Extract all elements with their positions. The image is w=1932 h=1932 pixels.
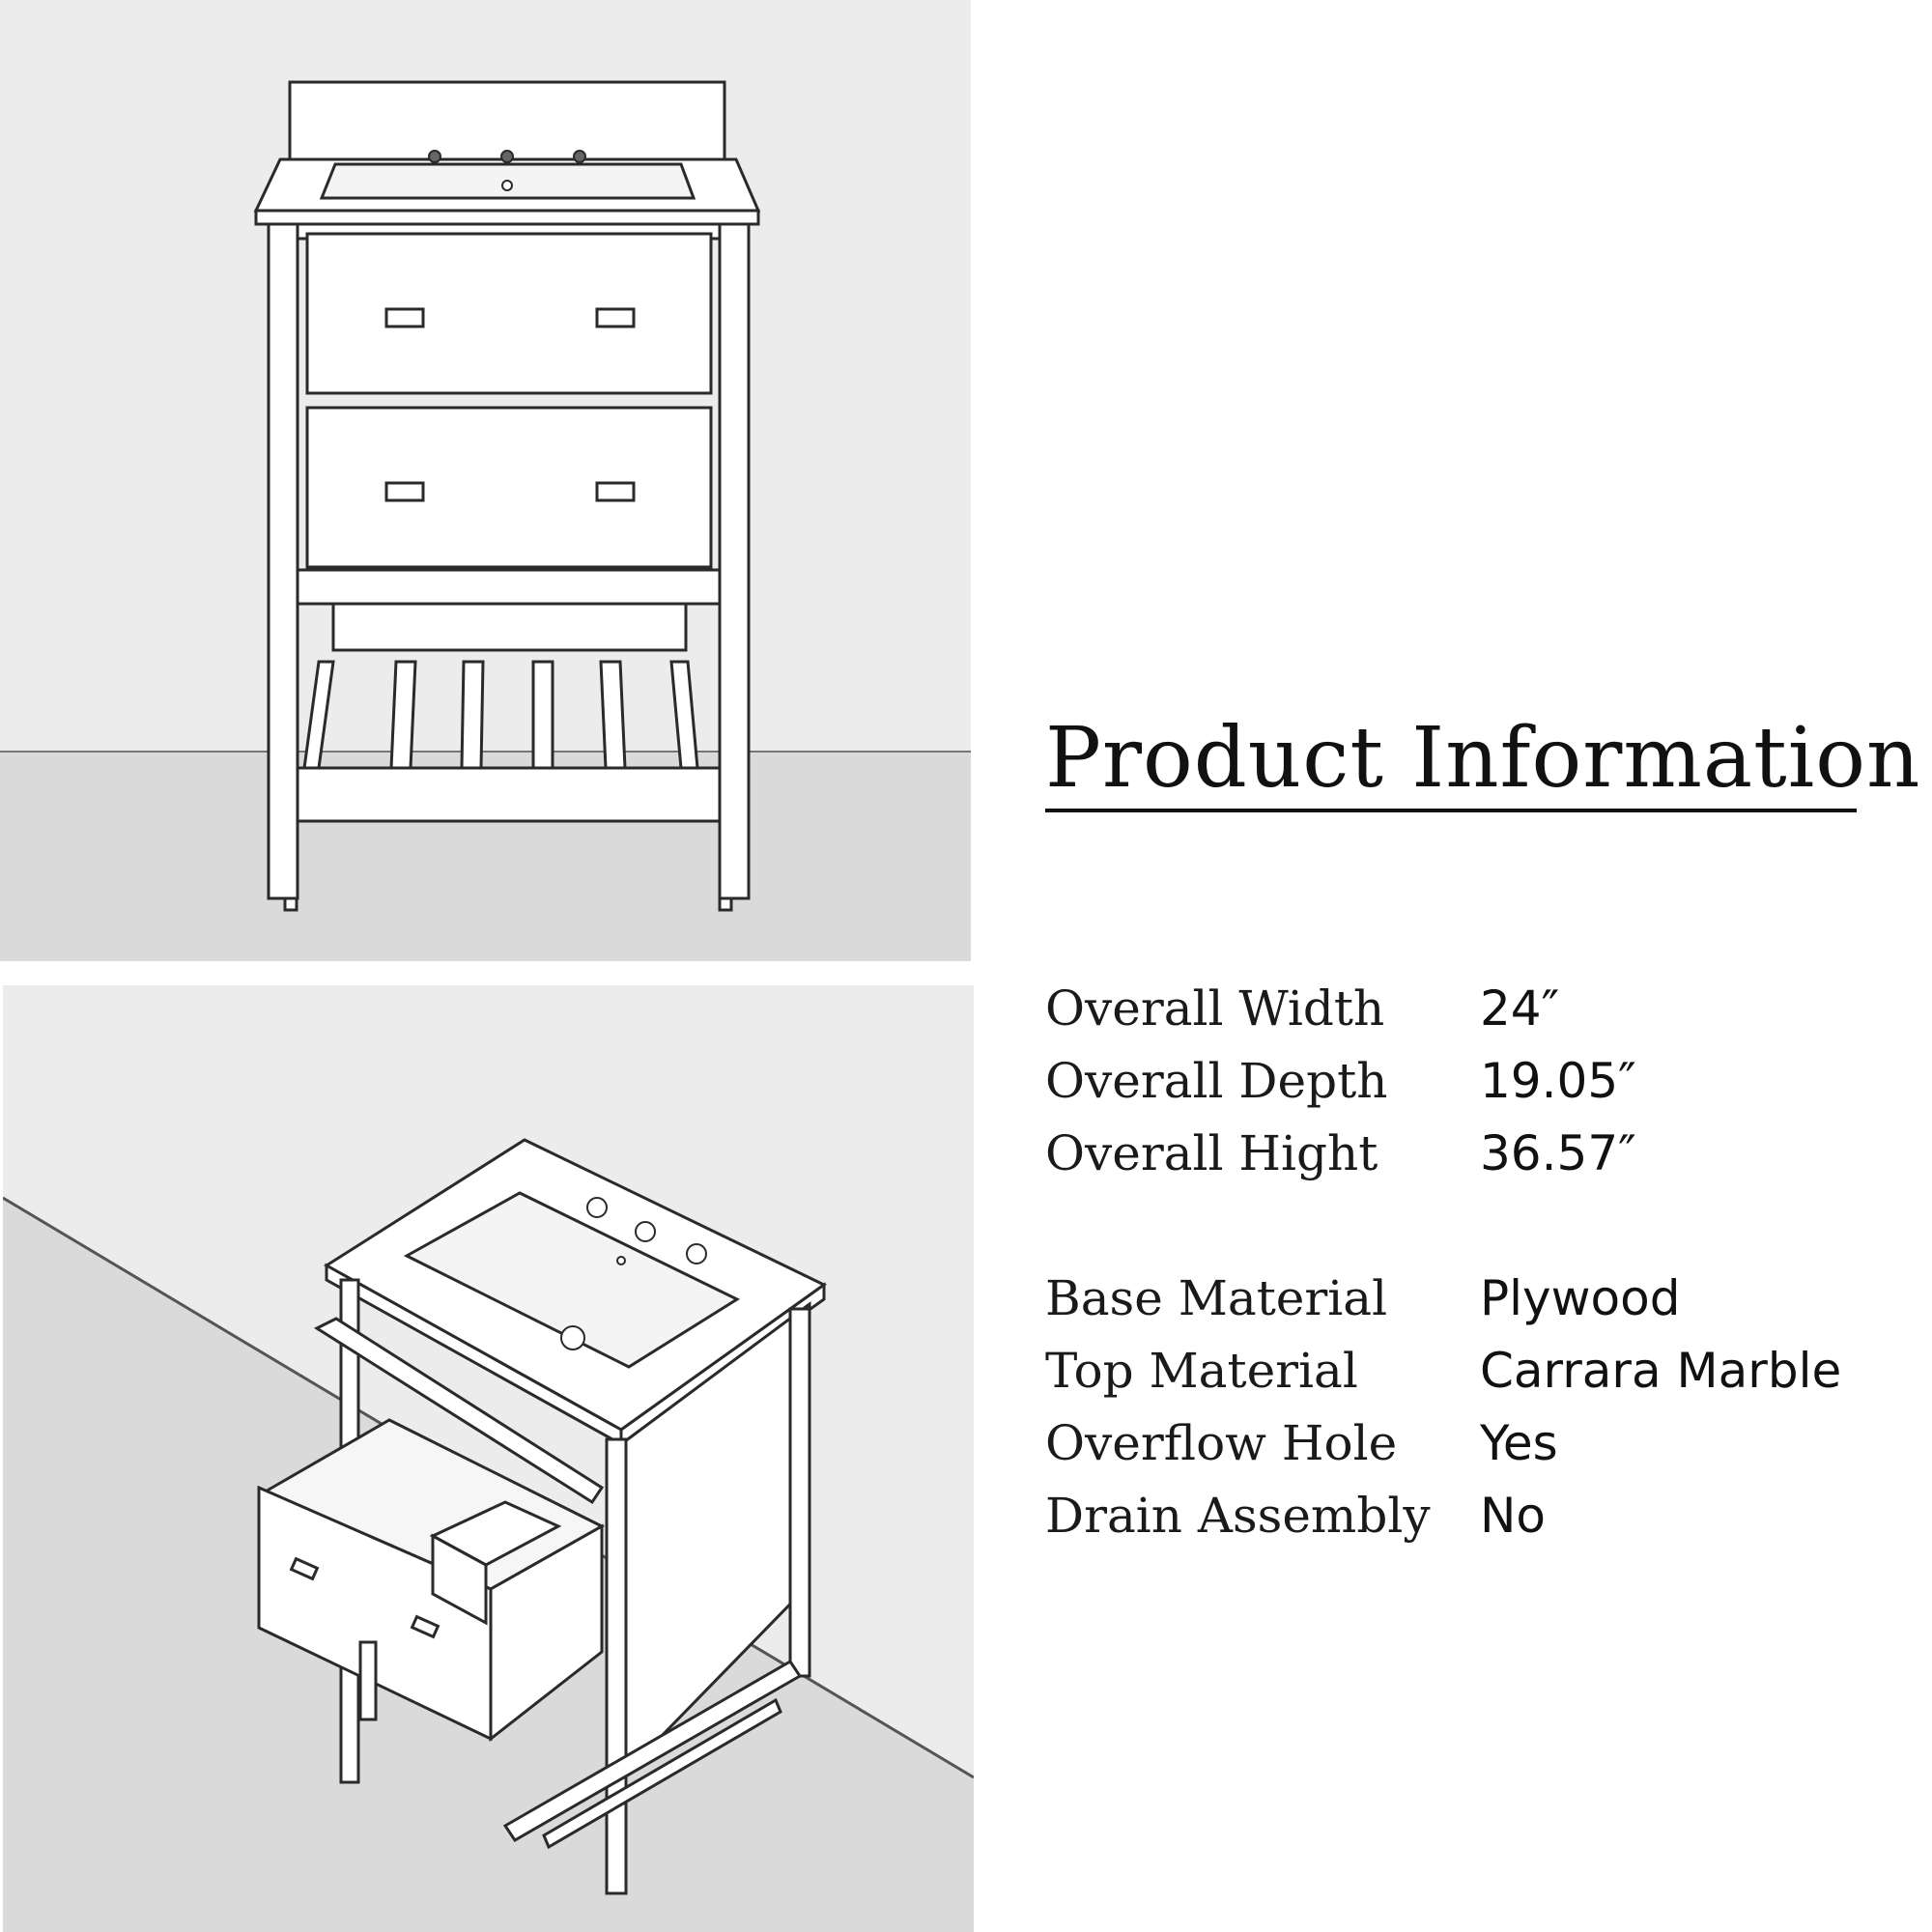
spec-label: Base Material	[1045, 1270, 1388, 1326]
spec-value: 24″	[1480, 980, 1560, 1037]
front-view-illustration	[0, 0, 971, 961]
spec-value: Yes	[1480, 1415, 1558, 1471]
page-title: Product Information	[1045, 710, 1921, 807]
bottom-drawer	[307, 408, 711, 567]
spec-label: Overflow Hole	[1045, 1415, 1398, 1471]
product-information-header	[1045, 710, 1921, 807]
top-drawer	[307, 234, 711, 393]
spec-value: 36.57″	[1480, 1125, 1636, 1181]
right-front-leg	[607, 1439, 626, 1893]
perspective-view-drawing	[3, 985, 974, 1932]
front-view-drawing	[0, 0, 971, 961]
spec-label: Top Material	[1045, 1343, 1358, 1399]
slatted-shelf	[298, 768, 720, 821]
spec-value: Carrara Marble	[1480, 1343, 1842, 1399]
perspective-view-illustration	[3, 985, 974, 1932]
right-back-leg	[790, 1309, 810, 1676]
spec-value: No	[1480, 1488, 1546, 1544]
spec-label: Overall Hight	[1045, 1125, 1378, 1181]
spec-label: Drain Assembly	[1045, 1488, 1431, 1544]
spec-label: Overall Width	[1045, 980, 1385, 1037]
left-leg	[269, 224, 298, 898]
spec-value: 19.05″	[1480, 1053, 1636, 1109]
right-leg	[720, 224, 749, 898]
spec-label: Overall Depth	[1045, 1053, 1388, 1109]
spec-value: Plywood	[1480, 1270, 1681, 1326]
title-underline	[1045, 809, 1857, 812]
